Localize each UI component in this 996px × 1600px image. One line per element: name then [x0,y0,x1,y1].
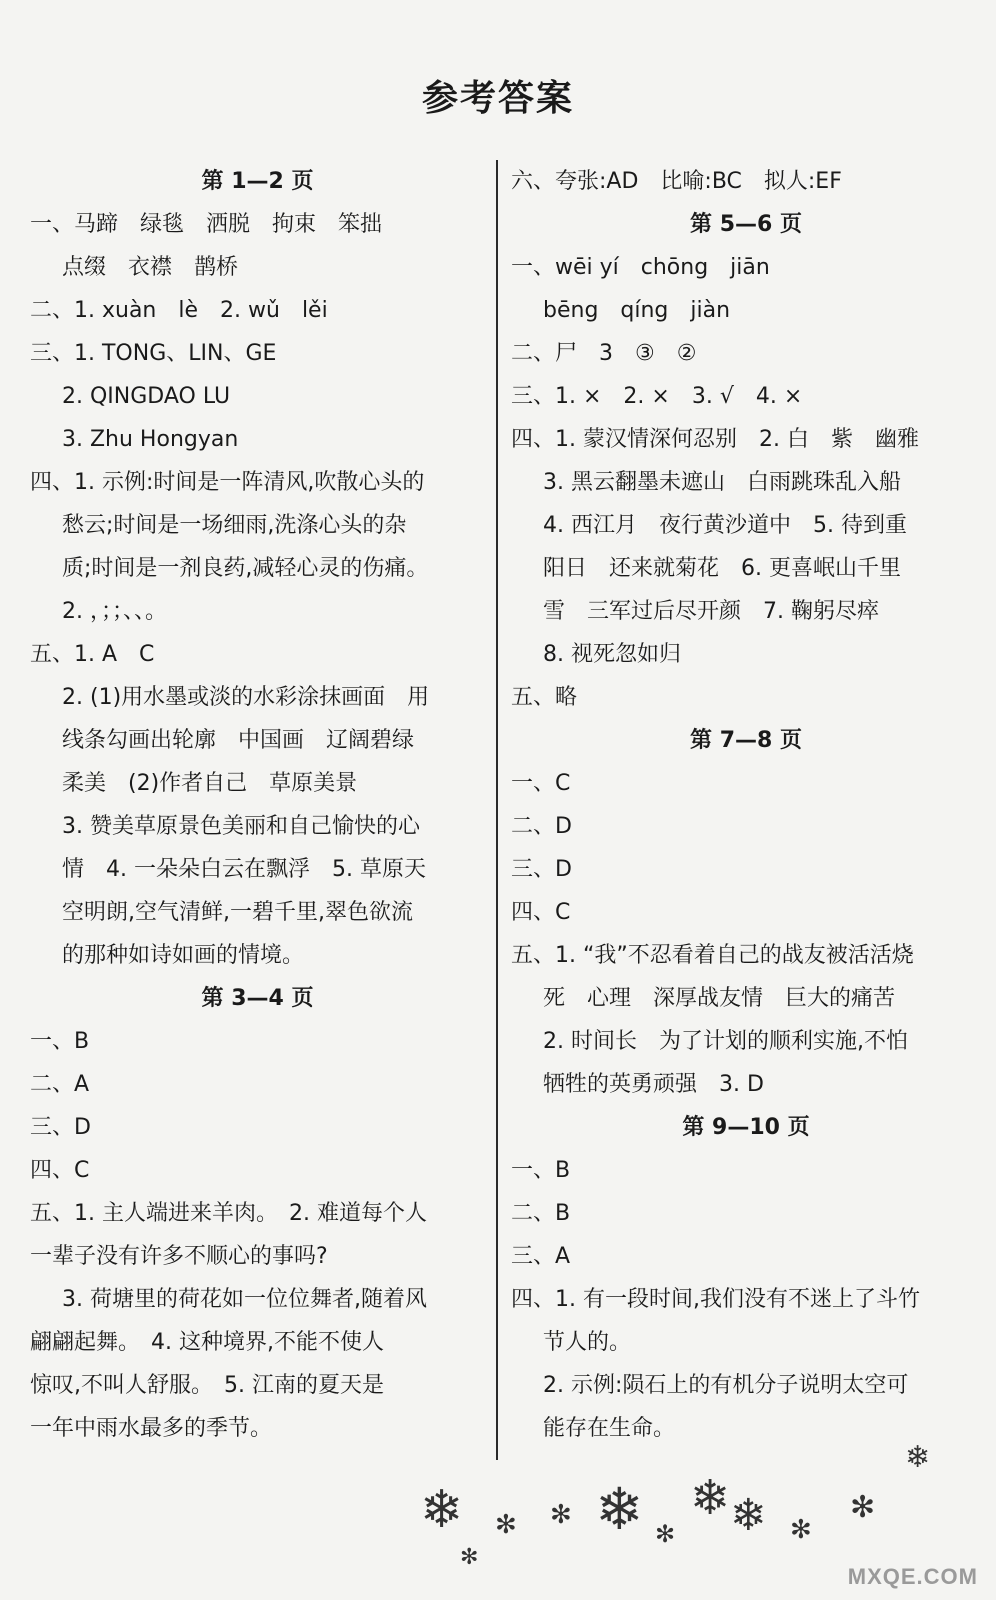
left-column [30,160,485,1450]
column-divider [496,160,498,1460]
right-answer-line: 牺牲的英勇顽强 3. D [543,1072,764,1097]
right-answer-line: 四、1. 蒙汉情深何忍别 2. 白 紫 幽雅 [511,427,919,452]
right-answer-line: 五、1. “我”不忍看着自己的战友被活活烧 [511,943,914,968]
left-answer-line: 空明朗,空气清鲜,一碧千里,翠色欲流 [62,900,413,925]
right-answer-line: 三、A [511,1244,571,1269]
right-answer-line: 一、C [511,771,571,796]
left-answer-line: 愁云;时间是一场细雨,洗涤心头的杂 [62,513,407,538]
right-answer-line: 3. 黑云翻墨未遮山 白雨跳珠乱入船 [543,470,901,495]
left-answer-line: 三、1. TONG、LIN、GE [30,341,277,366]
left-answer-line: 三、D [30,1115,91,1140]
watermark: MXQE.COM [847,1564,978,1589]
right-answer-line: 2. 示例:陨石上的有机分子说明太空可 [543,1373,909,1398]
snowflake-icon: ❄ [595,1475,644,1543]
right-answer-line: 二、尸 3 ③ ② [511,341,697,366]
left-answer-line: 四、1. 示例:时间是一阵清风,吹散心头的 [30,470,425,495]
right-answer-line: 三、D [511,857,572,882]
left-answer-line: 情 4. 一朵朵白云在飘浮 5. 草原天 [62,857,426,882]
left-answer-line: 翩翩起舞。 4. 这种境界,不能不使人 [30,1330,384,1355]
snowflake-icon: ❄ [905,1440,931,1475]
right-answer-line: 能存在生命。 [543,1416,676,1441]
left-answer-line: 一、B [30,1029,90,1054]
left-answer-line: 五、1. A C [30,642,155,667]
right-section-heading: 第 5—6 页 [690,212,802,237]
right-answer-line: 六、夸张:AD 比喻:BC 拟人:EF [511,169,842,194]
right-answer-line: 二、B [511,1201,571,1226]
page-title: 参考答案 [421,78,574,119]
snowflake-icon: ✻ [550,1500,572,1530]
left-answer-line: 质;时间是一剂良药,减轻心灵的伤痛。 [62,556,429,581]
snowflake-icon: ❄ [690,1470,731,1526]
left-answer-line: 2. ，；；、、。 [62,599,167,624]
right-answer-line: 三、1. × 2. × 3. √ 4. × [511,384,803,409]
snowflake-icon: ❄ [730,1490,767,1541]
left-answer-line: 2. QINGDAO LU [62,384,231,409]
right-answer-line: 节人的。 [543,1330,632,1355]
left-section-heading: 第 3—4 页 [201,986,314,1011]
right-answer-line: 一、wēi yí chōng jiān [511,255,770,280]
snowflake-icon: ✻ [495,1510,517,1540]
left-answer-line: 的那种如诗如画的情境。 [62,943,305,968]
right-column [511,160,981,1450]
right-answer-line: 四、C [511,900,571,925]
right-answer-line: 五、略 [511,685,578,710]
left-answer-line: 3. 赞美草原景色美丽和自己愉快的心 [62,814,420,839]
right-answer-line: 2. 时间长 为了计划的顺利实施,不怕 [543,1029,908,1054]
snowflake-icon: ✻ [850,1490,876,1525]
left-answer-line: 一、马蹄 绿毯 洒脱 拘束 笨拙 [30,212,383,237]
snowflake-icon: ✻ [655,1520,676,1548]
right-answer-line: 8. 视死忽如归 [543,642,681,667]
left-answer-line: 3. 荷塘里的荷花如一位位舞者,随着风 [62,1287,427,1312]
right-section-heading: 第 7—8 页 [690,728,802,753]
left-answer-line: 柔美 (2)作者自己 草原美景 [62,771,358,796]
left-answer-line: 惊叹,不叫人舒服。 5. 江南的夏天是 [30,1373,384,1398]
snowflake-icon: ❄ [420,1480,464,1540]
left-answer-line: 四、C [30,1158,90,1183]
left-answer-line: 一年中雨水最多的季节。 [30,1416,273,1441]
right-section-heading: 第 9—10 页 [682,1115,810,1140]
left-answer-line: 二、1. xuàn lè 2. wǔ lěi [30,298,328,323]
left-answer-line: 二、A [30,1072,90,1097]
right-answer-line: 阳日 还来就菊花 6. 更喜岷山千里 [543,556,901,581]
snowflake-icon: ✻ [790,1515,812,1545]
right-answer-line: 死 心理 深厚战友情 巨大的痛苦 [543,986,896,1011]
right-answer-line: bēng qíng jiàn [543,298,731,323]
right-answer-line: 二、D [511,814,572,839]
left-answer-line: 2. (1)用水墨或淡的水彩涂抹画面 用 [62,685,430,710]
left-section-heading: 第 1—2 页 [201,169,314,194]
left-answer-line: 线条勾画出轮廓 中国画 辽阔碧绿 [62,728,415,753]
left-answer-line: 点缀 衣襟 鹊桥 [62,255,239,280]
right-answer-line: 雪 三军过后尽开颜 7. 鞠躬尽瘁 [543,599,879,624]
right-answer-line: 一、B [511,1158,571,1183]
right-answer-line: 四、1. 有一段时间,我们没有不迷上了斗竹 [511,1287,920,1312]
left-answer-line: 一辈子没有许多不顺心的事吗? [30,1244,328,1269]
left-answer-line: 3. Zhu Hongyan [62,427,239,452]
left-answer-line: 五、1. 主人端进来羊肉。 2. 难道每个人 [30,1201,427,1226]
snowflake-icon: ✻ [460,1545,479,1570]
right-answer-line: 4. 西江月 夜行黄沙道中 5. 待到重 [543,513,907,538]
